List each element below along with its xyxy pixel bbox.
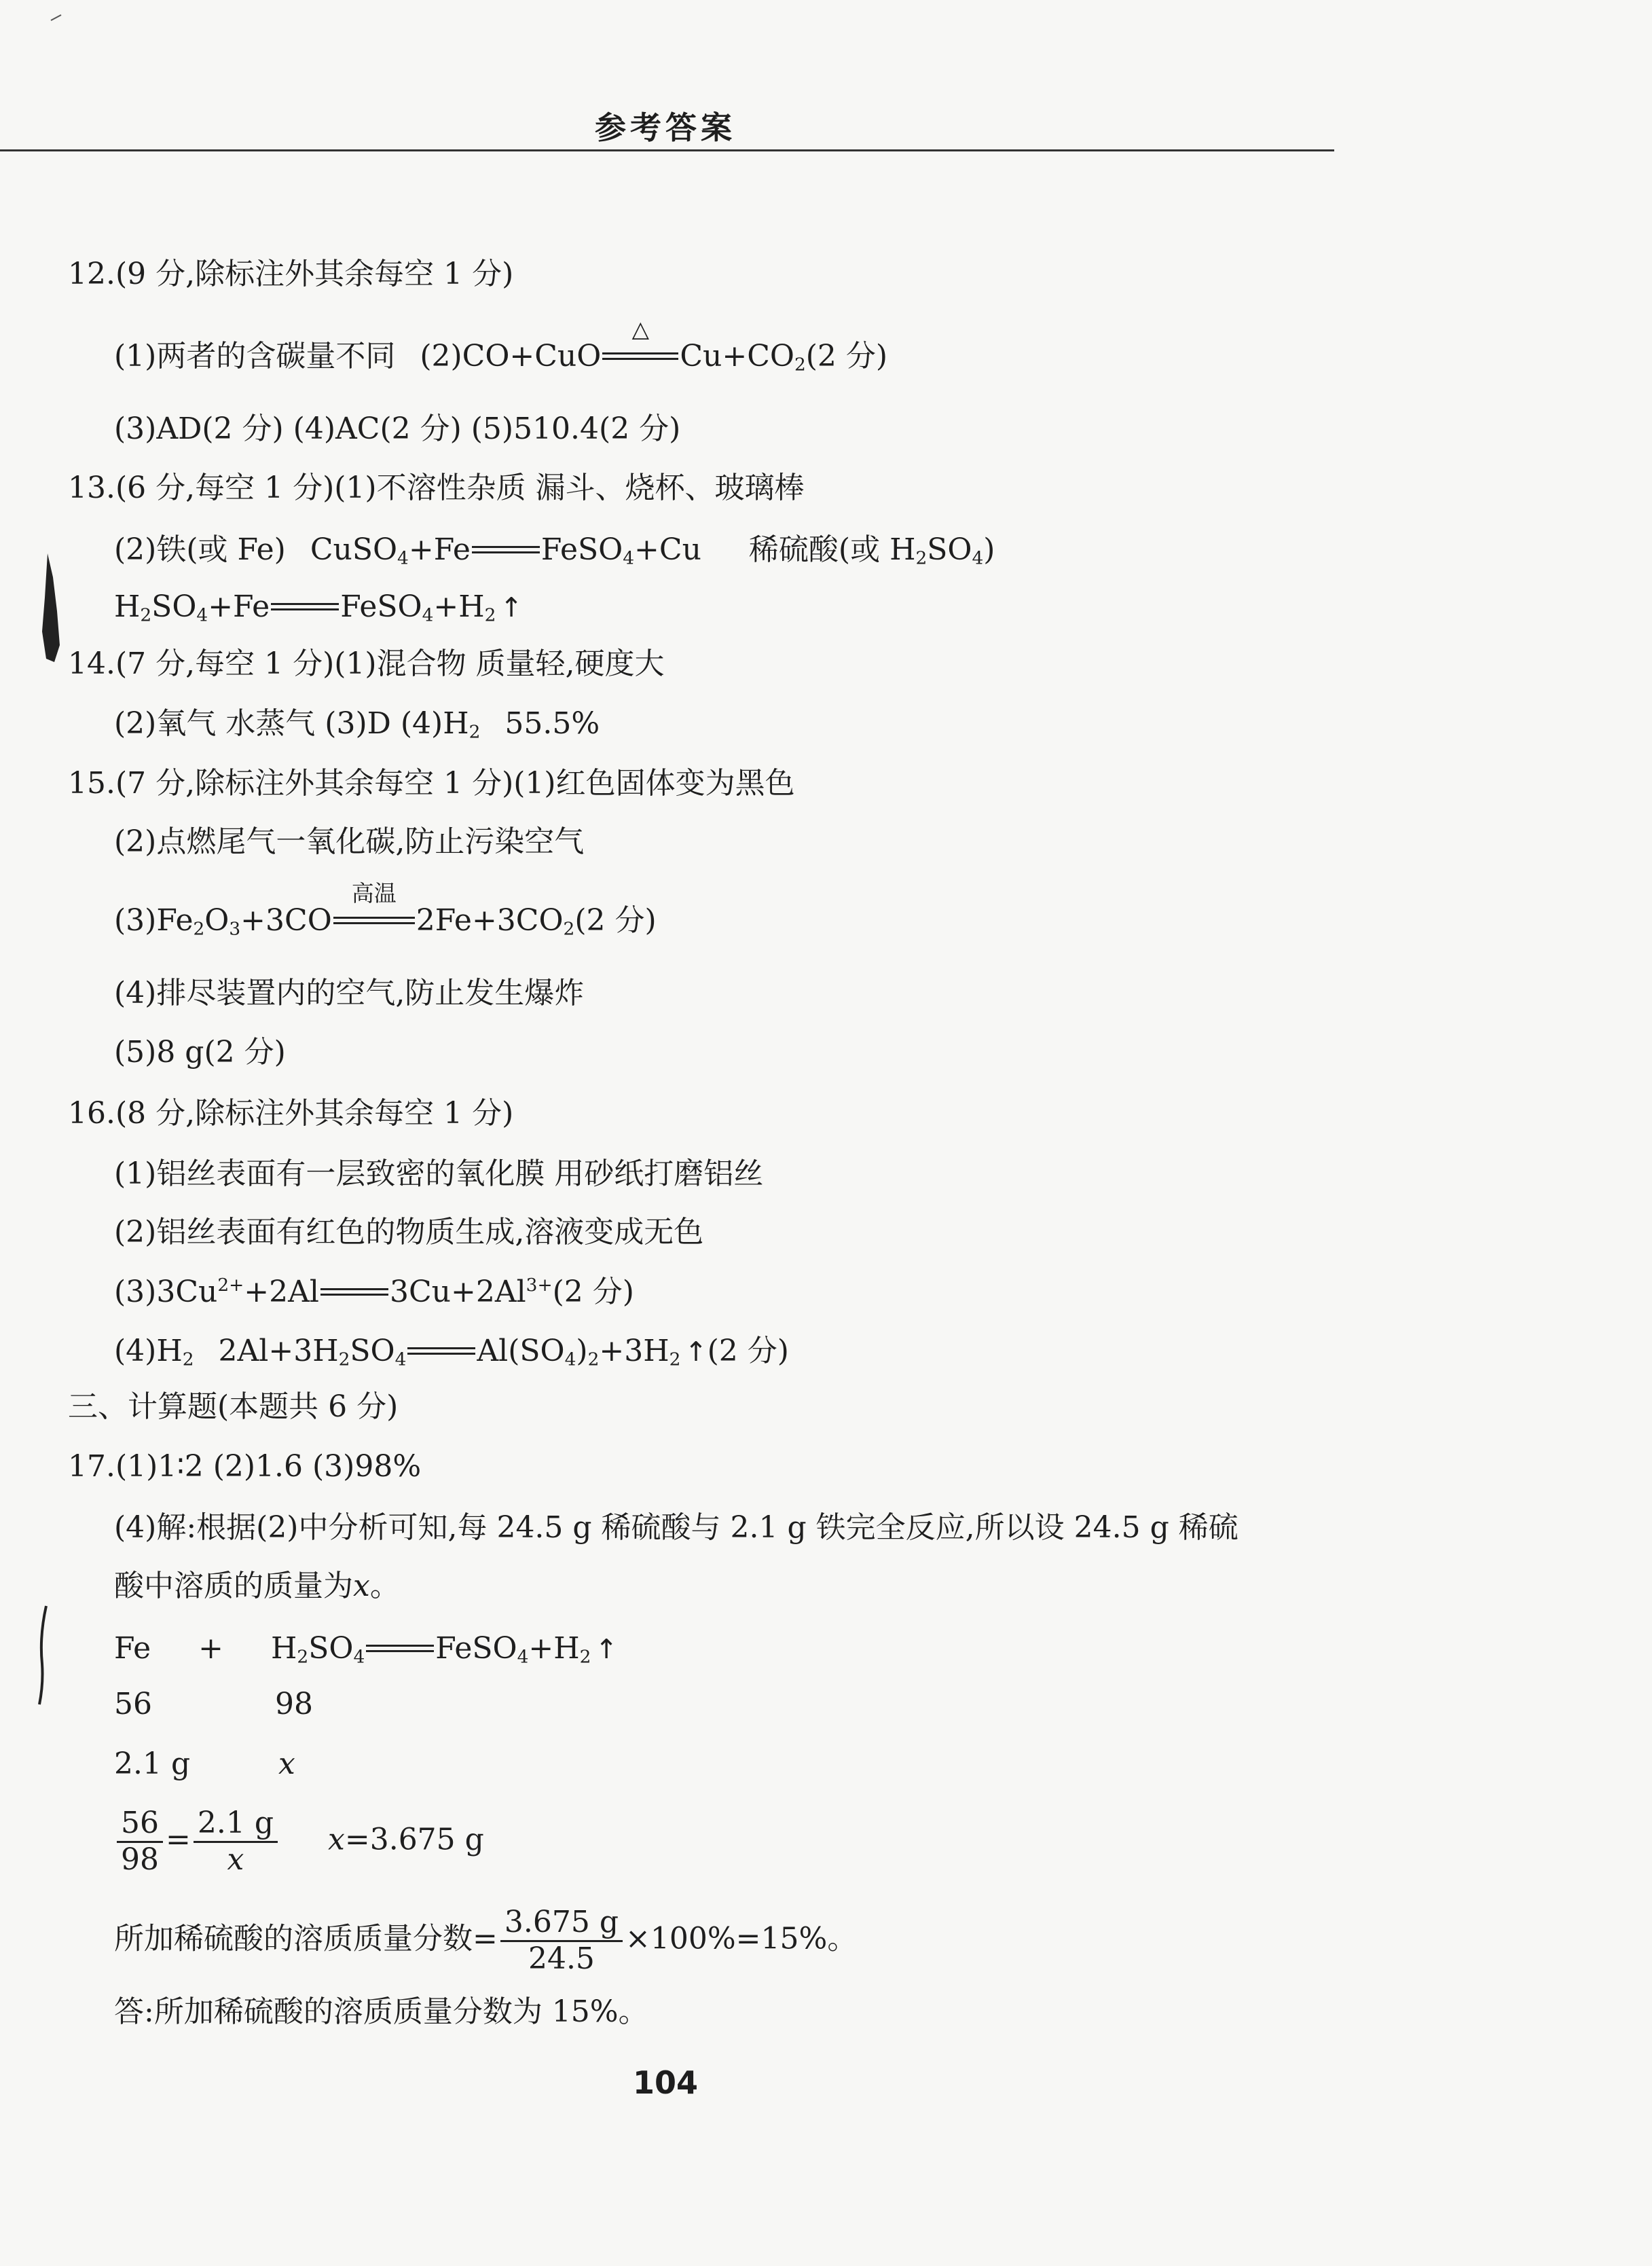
gas-arrow-icon: ↑: [684, 1336, 708, 1368]
q12-line2: (3)AD(2 分) (4)AC(2 分) (5)510.4(2 分): [114, 412, 681, 446]
q14-line2: (2)氧气 水蒸气 (3)D $(4)H_2$ 55.5%: [114, 706, 600, 743]
q14-head: 14.(7 分,每空 1 分)(1)混合物 质量轻,硬度大: [68, 646, 665, 681]
q15-line2: (2)点燃尾气一氧化碳,防止污染空气: [114, 824, 585, 859]
q17-mass-2: 98: [275, 1687, 313, 1721]
gas-arrow-icon: ↑: [595, 1634, 618, 1665]
q15-line4: (4)排尽装置内的空气,防止发生爆炸: [114, 976, 585, 1010]
q17-value-1: 2.1 g: [114, 1747, 191, 1781]
q16-line4: $(4)H_2$ $2Al+3H_2SO_4$ $Al(SO_4)_2+3H_2$ ↑(2 分): [114, 1334, 789, 1370]
q12-line1: (1)两者的含碳量不同 (2)CO+CuO △ $Cu+CO_2(2$ 分): [114, 316, 888, 376]
q13-line3: $H_2SO_4+Fe$ $FeSO_4+H_2$ ↑: [114, 589, 523, 626]
q16-head: 16.(8 分,除标注外其余每空 1 分): [68, 1096, 514, 1131]
q17-proportion: $\frac{56}{98}$ = $\frac{2.1 g}{x}$ x=3.675 g: [114, 1806, 484, 1877]
q13-line2: (2)铁(或 Fe) CuSO$_4$+Fe FeSO$_4$+Cu 稀硫酸(或 $H_2SO_4$): [114, 532, 995, 569]
q16-line3: $(3)3Cu^{2+}+2Al$ $3Cu+2Al^{3+}(2$ 分): [114, 1275, 634, 1309]
page-number: 104: [632, 2064, 699, 2101]
q15-head: 15.(7 分,除标注外其余每空 1 分)(1)红色固体变为黑色: [68, 766, 795, 801]
q15-line5: (5)8 g(2 分): [114, 1035, 286, 1070]
q15-line3: $(3)Fe_2O_3+3CO$ 高温 $2Fe+3CO_2(2$ 分): [114, 880, 657, 940]
q17-equation: $Fe + H_2SO_4$ $FeSO_4+H_2$ ↑: [114, 1631, 618, 1668]
section-3-title: 三、计算题(本题共 6 分): [68, 1389, 399, 1424]
q12-head: 12.(9 分,除标注外其余每空 1 分): [68, 257, 514, 291]
q16-line1: (1)铝丝表面有一层致密的氧化膜 用砂纸打磨铝丝: [114, 1156, 764, 1191]
gas-arrow-icon: ↑: [500, 592, 523, 623]
heating-condition: △: [602, 336, 678, 366]
q17-mass-1: 56: [114, 1687, 152, 1721]
scan-speck-mark: [48, 7, 68, 27]
q16-line2: (2)铝丝表面有红色的物质生成,溶液变成无色: [114, 1215, 704, 1249]
q13-head: 13.(6 分,每空 1 分)(1)不溶性杂质 漏斗、烧杯、玻璃棒: [68, 471, 805, 505]
q17-line3: 酸中溶质的质量为x。: [114, 1569, 400, 1603]
ink-smudge-mark: [27, 550, 68, 665]
header-rule: [0, 149, 1334, 151]
pen-stroke-mark: [27, 1603, 54, 1711]
q17-line2: (4)解:根据(2)中分析可知,每 24.5 g 稀硫酸与 2.1 g 铁完全反应,所以设 24.5 g 稀硫: [114, 1510, 1238, 1545]
q17-head: 17.(1)1∶2 (2)1.6 (3)98%: [68, 1449, 422, 1484]
q17-percent: 所加稀硫酸的溶质质量分数= $\frac{3.675 g}{24.5}$ ×100%=15%。: [114, 1905, 858, 1976]
high-temp-condition: 高温: [333, 900, 415, 930]
page-header-title: 参考答案: [595, 109, 736, 146]
q17-value-2: x: [278, 1747, 295, 1781]
q17-answer: 答:所加稀硫酸的溶质质量分数为 15%。: [114, 1994, 648, 2029]
